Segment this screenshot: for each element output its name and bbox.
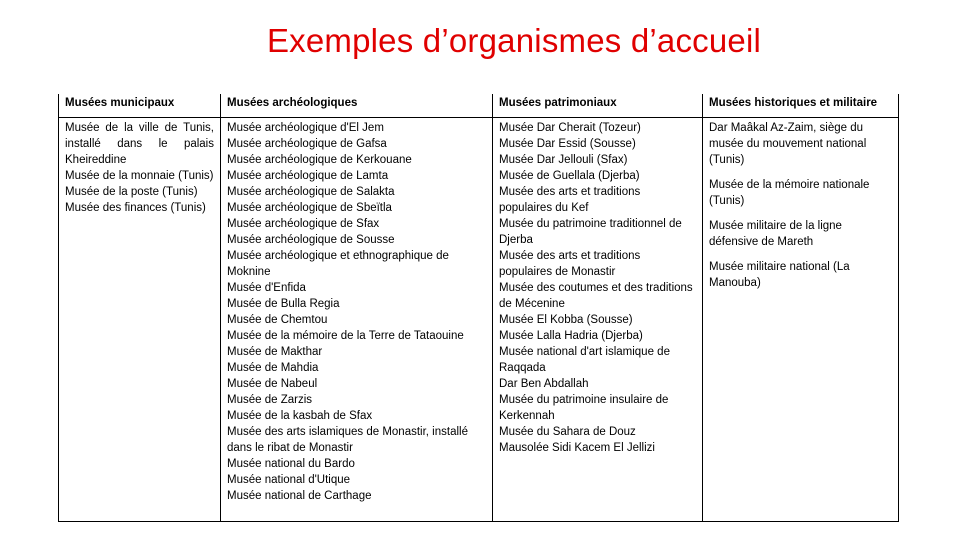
list-item: Musée de la mémoire de la Terre de Tataouine (227, 330, 464, 342)
list-item: Musée national du Bardo (227, 458, 355, 470)
list-item: Musée Lalla Hadria (Djerba) (499, 330, 643, 342)
list-item: Musée national d'Utique (227, 474, 351, 486)
list-item: Musée Dar Jellouli (Sfax) (499, 154, 628, 166)
list-item: Musée des finances (Tunis) (65, 202, 206, 214)
header-archeologiques: Musées archéologiques (221, 94, 493, 118)
museum-table (58, 94, 898, 522)
list-item: Musée des coutumes et des traditions de Mécenine (499, 282, 693, 310)
list-item: Mausolée Sidi Kacem El Jellizi (499, 442, 655, 454)
header-historiques: Musées historiques et militaire (703, 94, 899, 118)
list-item: Musée El Kobba (Sousse) (499, 314, 633, 326)
list-item: Musée de Makthar (227, 346, 323, 358)
list-item: Musée de la poste (Tunis) (65, 186, 198, 198)
list-item: Dar Maâkal Az-Zaim, siège du musée du mouvement national (Tunis) (709, 122, 867, 166)
list-item: Musée des arts islamiques de Monastir, installé dans le ribat de Monastir (227, 426, 468, 454)
list-item: Musée archéologique de Sfax (227, 218, 380, 230)
list-item: Musée archéologique de Salakta (227, 186, 395, 198)
cell-patrimoniaux (493, 118, 703, 522)
list-item: Musée de la mémoire nationale (Tunis) (709, 179, 870, 207)
list-item: Musée de Zarzis (227, 394, 313, 406)
list-item: Musée national de Carthage (227, 490, 372, 502)
cell-archeologiques (221, 118, 493, 522)
list-item: Musée archéologique de Gafsa (227, 138, 387, 150)
list-item: Musée archéologique de Sbeïtla (227, 202, 392, 214)
cell-historiques (703, 118, 899, 522)
list-item: Musée archéologique de Lamta (227, 170, 389, 182)
header-patrimoniaux: Musées patrimoniaux (493, 94, 703, 118)
page-title: Exemples d’organismes d’accueil (266, 22, 762, 59)
list-item: Musée Dar Essid (Sousse) (499, 138, 636, 150)
list-item: Musée de Bulla Regia (227, 298, 340, 310)
list-item: Musée des arts et traditions populaires du Kef (499, 186, 641, 214)
header-municipaux: Musées municipaux (59, 94, 221, 118)
list-item: Musée de la ville de Tunis, installé dans le palais Kheireddine (65, 122, 214, 166)
list-item: Musée des arts et traditions populaires de Monastir (499, 250, 641, 278)
header-row (59, 94, 899, 118)
museum-table-grid (58, 94, 899, 522)
list-item: Musée militaire de la ligne défensive de Mareth (709, 220, 842, 248)
list-item: Dar Ben Abdallah (499, 378, 589, 390)
list-item: Musée national d'art islamique de Raqqada (499, 346, 670, 374)
list-item: Musée militaire national (La Manouba) (709, 261, 850, 289)
list-item: Musée Dar Cherait (Tozeur) (499, 122, 641, 134)
list-item: Musée archéologique et ethnographique de Moknine (227, 250, 449, 278)
list-item: Musée de Guellala (Djerba) (499, 170, 640, 182)
content-row (59, 118, 899, 522)
list-item: Musée d'Enfida (227, 282, 306, 294)
list-item: Musée de la kasbah de Sfax (227, 410, 373, 422)
cell-municipaux (59, 118, 221, 522)
list-item: Musée du Sahara de Douz (499, 426, 636, 438)
list-item: Musée archéologique de Sousse (227, 234, 395, 246)
list-item: Musée de Nabeul (227, 378, 318, 390)
list-item: Musée de la monnaie (Tunis) (65, 170, 214, 182)
list-item: Musée du patrimoine traditionnel de Djerba (499, 218, 682, 246)
list-item: Musée de Chemtou (227, 314, 328, 326)
list-item: Musée archéologique d'El Jem (227, 122, 384, 134)
list-item: Musée archéologique de Kerkouane (227, 154, 412, 166)
list-item: Musée du patrimoine insulaire de Kerkennah (499, 394, 669, 422)
list-item: Musée de Mahdia (227, 362, 319, 374)
